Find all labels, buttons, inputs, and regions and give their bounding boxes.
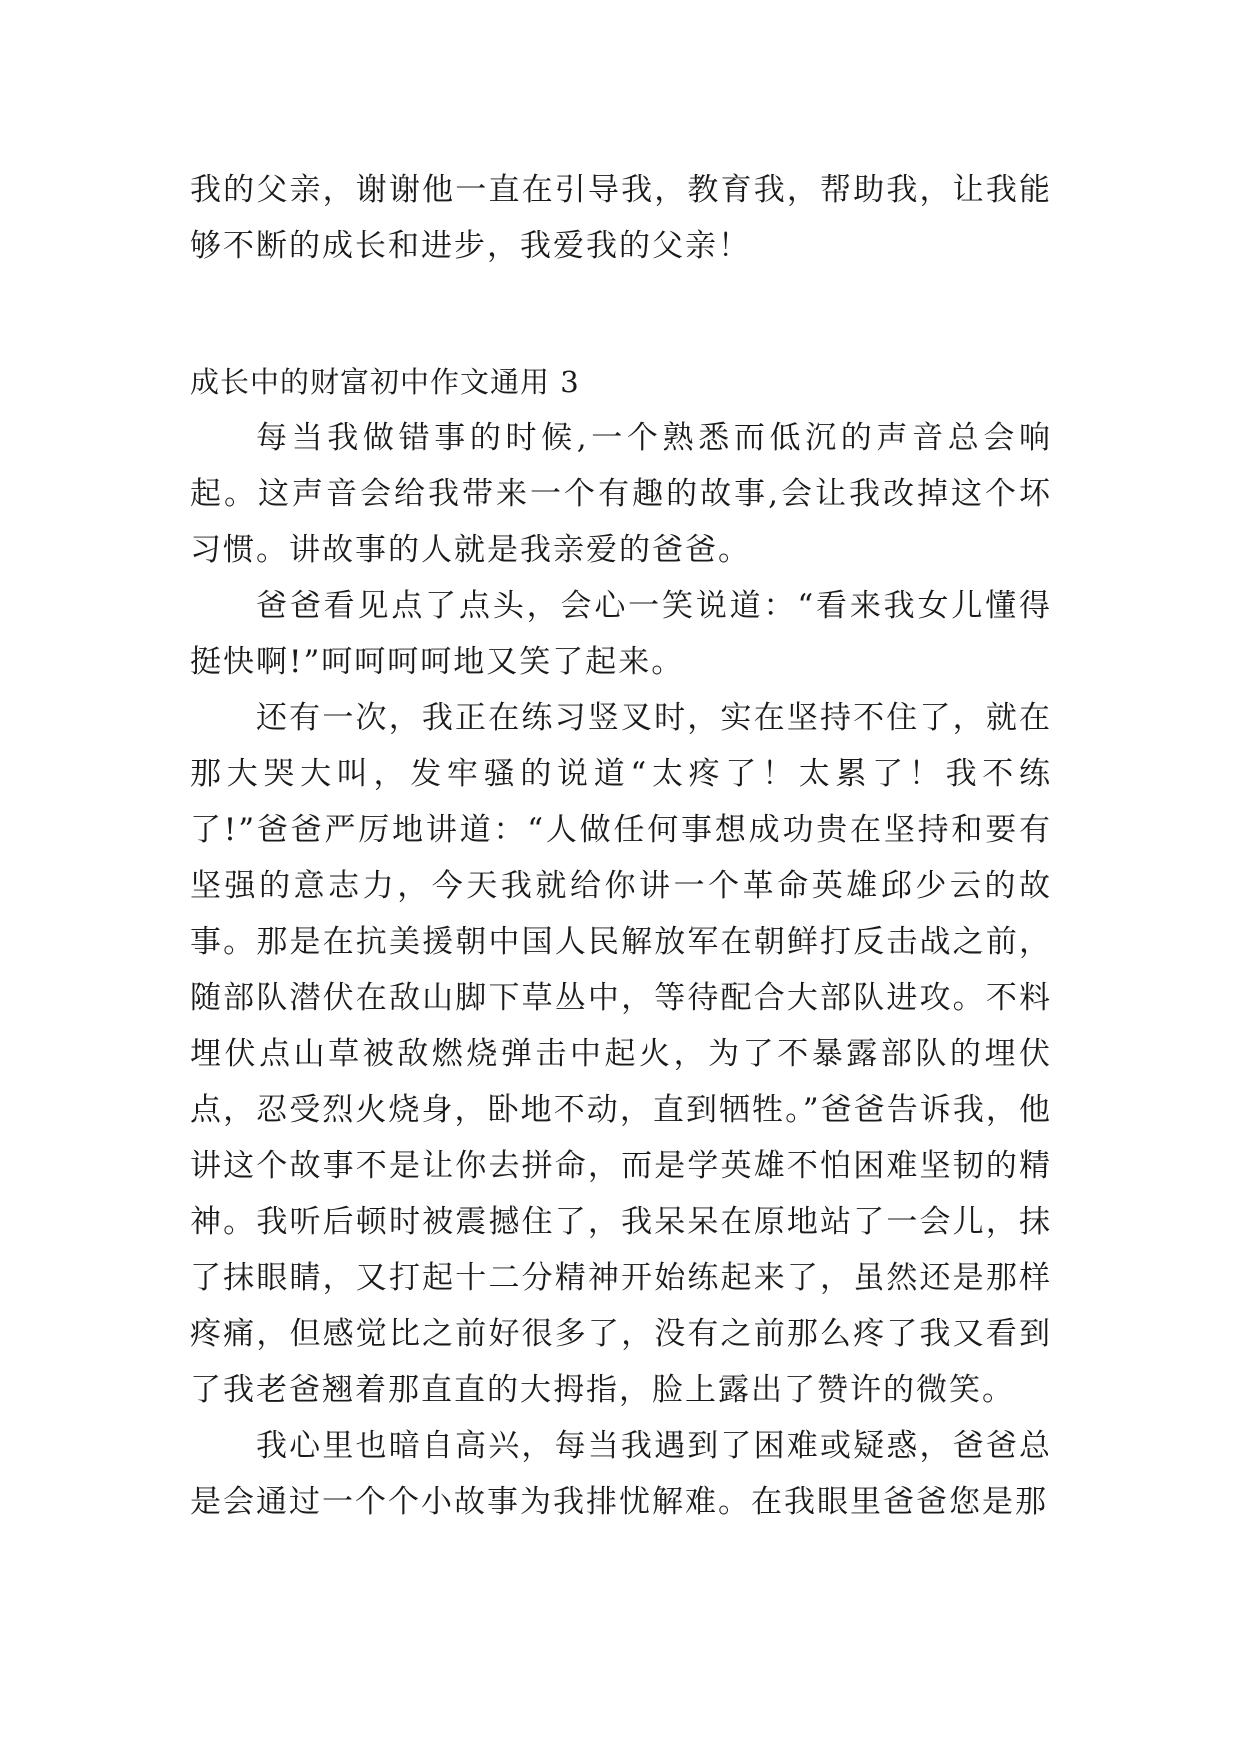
- paragraph-4: 我心里也暗自高兴，每当我遇到了困难或疑惑，爸爸总是会通过一个个小故事为我排忧解难。在我眼里爸爸您是那: [190, 1428, 1052, 1520]
- paragraph-1: 每当我做错事的时候,一个熟悉而低沉的声音总会响起。这声音会给我带来一个有趣的故事,会让我改掉这个坏习惯。讲故事的人就是我亲爱的爸爸。: [190, 420, 1052, 568]
- document-body: [190, 162, 1052, 1530]
- paragraph-3: 还有一次，我正在练习竖叉时，实在坚持不住了，就在那大哭大叫，发牢骚的说道“太疼了！太累了！我不练了!”爸爸严厉地讲道：“人做任何事想成功贵在坚持和要有坚强的意志力，今天我就给你讲一个革命英雄邱少云的故事。那是在抗美援朝中国人民解放军在朝鲜打反击战之前，随部队潜伏在敌山脚下草丛中，等待配合大部队进攻。不料埋伏点山草被敌燃烧弹击中起火，为了不暴露部队的埋伏点，忍受烈火烧身，卧地不动，直到牺牲。”爸爸告诉我，他讲这个故事不是让你去拼命，而是学英雄不怕困难坚韧的精神。我听后顿时被震撼住了，我呆呆在原地站了一会儿，抹了抹眼睛，又打起十二分精神开始练起来了，虽然还是那样疼痛，但感觉比之前好很多了，没有之前那么疼了我又看到了我老爸翘着那直直的大拇指，脸上露出了赞许的微笑。: [190, 700, 1052, 1408]
- section-title: 成长中的财富初中作文通用 3: [190, 365, 580, 399]
- paragraph-2: 爸爸看见点了点头，会心一笑说道：“看来我女儿懂得挺快啊!”呵呵呵呵地又笑了起来。: [190, 588, 1052, 680]
- top-paragraph: 我的父亲，谢谢他一直在引导我，教育我，帮助我，让我能够不断的成长和进步，我爱我的父亲！: [190, 172, 1052, 264]
